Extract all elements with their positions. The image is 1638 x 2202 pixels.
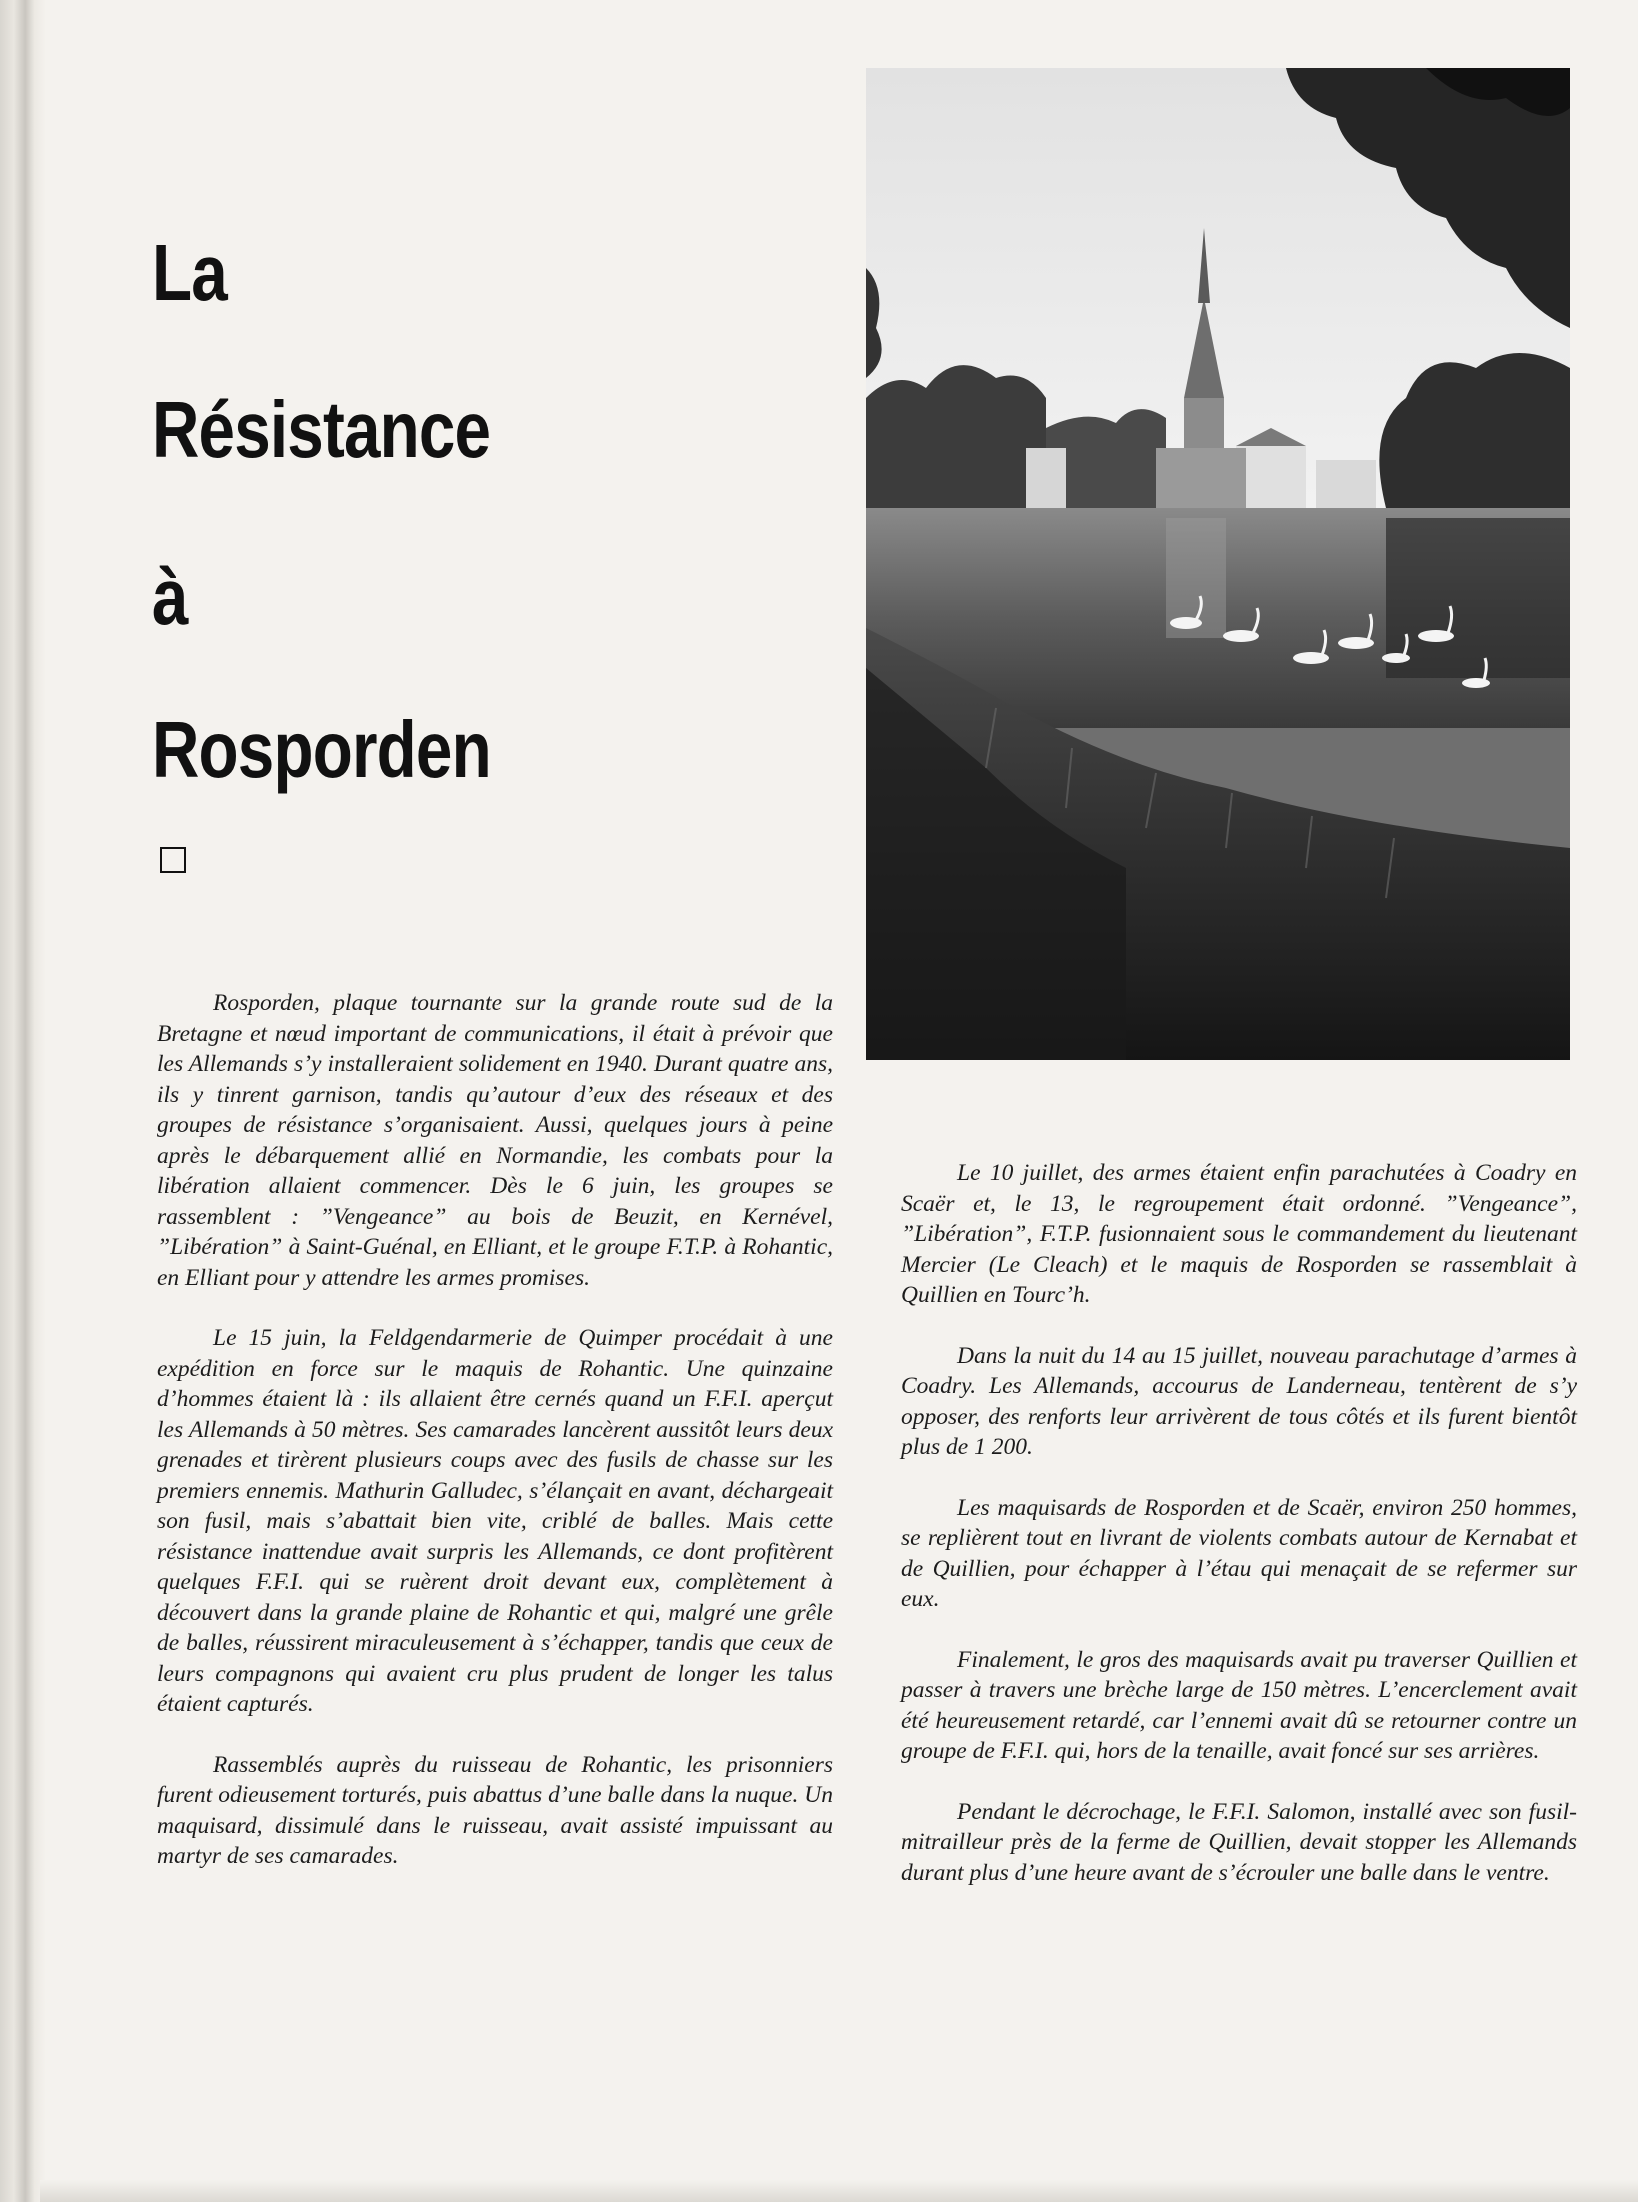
paragraph: Rassemblés auprès du ruisseau de Rohantic, les prisonniers furent odieusement torturés, puis abattus d’une balle dans la nuque. Un maquisard, dissimulé dans le ruisseau, avait assisté impuissant au martyr de ses camarades. bbox=[157, 1751, 833, 1869]
paragraph: Le 10 juillet, des armes étaient enfin parachutées à Coadry en Scaër et, le 13, le regroupement était ordonné. ”Vengeance”, ”Libération”, F.T.P. fusionnaient sous le commandement du lieutenant Mercier (Le Cleach) et le maquis de Rosporden se rassemblait à Quillien en Tourc’h. bbox=[901, 1160, 1577, 1308]
title-line-2: Résistance bbox=[152, 385, 491, 474]
paragraph: Rosporden, plaque tournante sur la grande route sud de la Bretagne et nœud important de communications, il était à prévoir que les Allemands s’y installeraient solidement en 1940. Durant quatre ans, ils y tinrent garnison, tandis qu’autour d’eux des réseaux et des groupes de résistance s’organisaient. Aussi, quelques jours à peine après le débarquement allié en Normandie, les combats pour la libération allaient commencer. Dès le 6 juin, les groupes se rassemblent : ”Vengeance” au bois de Beuzit, en Kernével, ”Libération” à Saint-Guénal, en Elliant, et le groupe F.T.P. à Rohantic, en Elliant pour y attendre les armes promises. bbox=[157, 990, 833, 1291]
paragraph: Pendant le décrochage, le F.F.I. Salomon, installé avec son fusil-mitrailleur près de la ferme de Quillien, devait stopper les Allemands durant plus d’une heure avant de s’écrouler une balle dans le ventre. bbox=[901, 1798, 1577, 1886]
title-line-1: La bbox=[152, 228, 227, 317]
paragraph: Finalement, le gros des maquisards avait pu traverser Quillien et passer à travers une brèche large de 150 mètres. L’encerclement avait été heureusement retardé, car l’ennemi avait dû se retourner contre un groupe de F.F.I. qui, hors de la tenaille, avait foncé sur ses arrières. bbox=[901, 1646, 1577, 1764]
photo-illustration bbox=[866, 68, 1570, 1060]
square-outline-icon bbox=[160, 847, 186, 873]
page-bottom-edge bbox=[40, 2180, 1638, 2202]
photo-rosporden-lake-church bbox=[866, 68, 1570, 1060]
left-text-column bbox=[157, 988, 833, 1902]
right-text-column bbox=[901, 1158, 1577, 1918]
paragraph: Le 15 juin, la Feldgendarmerie de Quimper procédait à une expédition en force sur le maquis de Rohantic. Une quinzaine d’hommes étaient là : ils allaient être cernés quand un F.F.I. aperçut les Allemands à 50 mètres. Ses camarades lancèrent aussitôt leurs deux grenades et tirèrent plusieurs coups avec des fusils de chasse sur les premiers ennemis. Mathurin Galludec, s’élançait en avant, déchargeait son fusil, mais s’abattait bien vite, criblé de balles. Mais cette résistance inattendue avait surpris les Allemands, ce dont profitèrent quelques F.F.I. qui se ruèrent droit devant eux, complètement à découvert dans la grande plaine de Rohantic et qui, malgré une grêle de balles, réussirent miraculeusement à s’échapper, tandis que ceux de leurs compagnons qui avaient cru plus prudent de longer les talus étaient capturés. bbox=[157, 1325, 833, 1717]
page-binding-edge bbox=[0, 0, 46, 2202]
title-line-4: Rosporden bbox=[152, 705, 491, 794]
paragraph: Dans la nuit du 14 au 15 juillet, nouveau parachutage d’armes à Coadry. Les Allemands, accourus de Landerneau, tentèrent de s’y opposer, des renforts leur arrivèrent de tous côtés et ils furent bientôt plus de 1 200. bbox=[901, 1342, 1577, 1460]
title-line-3: à bbox=[152, 552, 188, 641]
paragraph: Les maquisards de Rosporden et de Scaër, environ 250 hommes, se replièrent tout en livrant de violents combats autour de Kernabat et de Quillien, pour échapper à l’étau qui menaçait de se refermer sur eux. bbox=[901, 1494, 1577, 1612]
